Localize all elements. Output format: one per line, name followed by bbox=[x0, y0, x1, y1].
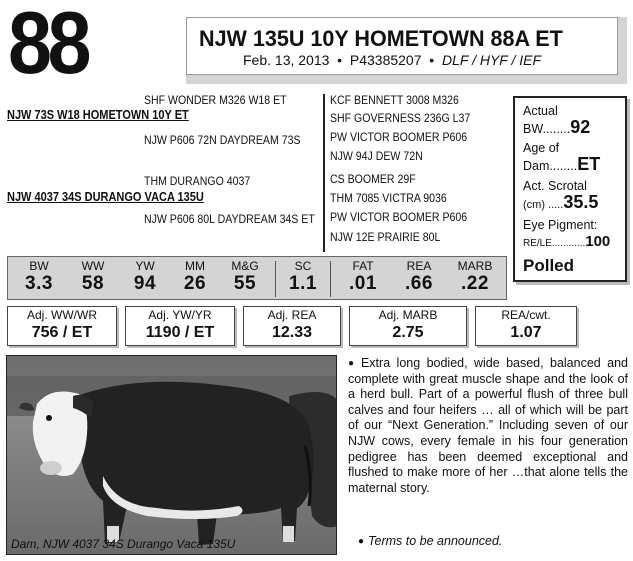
lot-number-digits: 88 bbox=[8, 0, 88, 92]
photo-caption: Dam, NJW 4037 34S Durango Vaca 135U bbox=[11, 537, 236, 551]
epd-mg bbox=[218, 259, 272, 295]
bullet-sep-2: • bbox=[425, 52, 442, 68]
performance-box bbox=[513, 96, 627, 282]
pedigree-divider bbox=[323, 94, 325, 252]
adj-rea bbox=[243, 306, 341, 346]
scrotal-label-2: (cm) ..... bbox=[523, 199, 564, 211]
adj-marb-value: 2.75 bbox=[392, 324, 424, 341]
epd-ww-label: WW bbox=[81, 259, 105, 273]
scrotal-label: Act. Scrotal bbox=[523, 179, 587, 193]
pedigree-dam: NJW 4037 34S DURANGO VACA 135U bbox=[7, 190, 204, 204]
epd-rea-value: .66 bbox=[405, 273, 433, 294]
epd-marb-value: .22 bbox=[461, 273, 489, 294]
eye-pigment-label: Eye Pigment: bbox=[523, 218, 598, 232]
epd-bw-value: 3.3 bbox=[25, 273, 53, 294]
adj-ww-label: Adj. WW/WR bbox=[27, 308, 97, 322]
epd-bw-label: BW bbox=[29, 259, 49, 273]
epd-divider-2 bbox=[330, 261, 331, 297]
adj-marb-label: Adj. MARB bbox=[378, 308, 438, 322]
epd-sc bbox=[276, 259, 330, 295]
epd-fat-label: FAT bbox=[352, 259, 374, 273]
adj-rea-cwt bbox=[475, 306, 577, 346]
bullet-icon: ● bbox=[358, 536, 365, 547]
adjusted-row bbox=[7, 306, 627, 348]
epd-fat bbox=[336, 259, 390, 295]
adj-yw-label: Adj. YW/YR bbox=[148, 308, 212, 322]
description bbox=[348, 356, 628, 496]
adj-ww bbox=[7, 306, 117, 346]
adj-rea-cwt-value: 1.07 bbox=[510, 324, 542, 341]
bull-name: NJW 135U 10Y HOMETOWN 88A ET bbox=[199, 26, 563, 51]
adj-ww-value: 756 / ET bbox=[31, 324, 93, 341]
epd-rea-label: REA bbox=[406, 259, 432, 273]
epd-yw-label: YW bbox=[135, 259, 155, 273]
adj-yw-value: 1190 / ET bbox=[145, 324, 215, 341]
pedigree-ss-dam: SHF GOVERNESS 236G L37 bbox=[330, 111, 471, 125]
pedigree-sd-dam: NJW 94J DEW 72N bbox=[330, 149, 423, 163]
header-inner bbox=[186, 17, 618, 75]
pedigree-sire-dam: NJW P606 72N DAYDREAM 73S bbox=[144, 133, 301, 147]
epd-mg-value: 55 bbox=[233, 273, 257, 294]
epd-sc-label: SC bbox=[294, 259, 312, 273]
pedigree-sire: NJW 73S W18 HOMETOWN 10Y ET bbox=[7, 108, 189, 122]
epd-marb bbox=[446, 259, 504, 295]
registration-number: P43385207 bbox=[349, 52, 422, 68]
description-text: Extra long bodied, wide based, balanced and complete with great muscle shape and the look of a herd bull. Part of a powerful flush of three bull calves and four heifers … all of which will be part of our “Next Generation.” Including seven of our NJW cows, every female in his four generation pedigree has been deemed exceptional and flushed to make more of her …that alone tells the maternal story. bbox=[348, 356, 628, 495]
age-of-dam-value: ET bbox=[577, 154, 601, 174]
epd-mg-label: M&G bbox=[231, 259, 259, 273]
bullet-sep-1: • bbox=[333, 52, 350, 68]
eye-pigment-row bbox=[523, 233, 610, 250]
header-panel bbox=[186, 17, 627, 84]
adj-rea-label: Adj. REA bbox=[267, 308, 317, 322]
dam-photo bbox=[6, 355, 337, 555]
pedigree-dam-sire: THM DURANGO 4037 bbox=[144, 174, 251, 188]
genetic-status: DLF / HYF / IEF bbox=[441, 52, 542, 68]
pedigree-dam-dam: NJW P606 80L DAYDREAM 34S ET bbox=[144, 212, 315, 226]
age-of-dam-label: Age of bbox=[523, 141, 560, 155]
epd-yw-value: 94 bbox=[133, 273, 157, 294]
epd-mm-value: 26 bbox=[183, 273, 207, 294]
actual-bw-label: Actual bbox=[523, 104, 558, 118]
pedigree-sire-sire: SHF WONDER M326 W18 ET bbox=[144, 93, 287, 107]
eye-pigment-value: 100 bbox=[585, 233, 611, 250]
adj-rea-value: 12.33 bbox=[271, 324, 313, 341]
epd-ww-value: 58 bbox=[81, 273, 105, 294]
actual-bw-row bbox=[523, 117, 590, 138]
epd-marb-label: MARB bbox=[457, 259, 493, 273]
epd-mm-label: MM bbox=[185, 259, 205, 273]
epd-rea bbox=[392, 259, 446, 295]
pedigree-ss-sire: KCF BENNETT 3008 M326 bbox=[330, 93, 459, 107]
polled-status: Polled bbox=[523, 256, 575, 275]
age-of-dam-row bbox=[523, 154, 600, 175]
pedigree-dd-sire: PW VICTOR BOOMER P606 bbox=[330, 210, 468, 224]
pedigree-ds-sire: CS BOOMER 29F bbox=[330, 172, 416, 186]
scrotal-value: 35.5 bbox=[563, 192, 599, 212]
epd-panel bbox=[7, 256, 507, 300]
adj-yw bbox=[125, 306, 235, 346]
lot-number bbox=[8, 0, 96, 92]
epd-yw bbox=[120, 259, 170, 295]
epd-ww bbox=[68, 259, 118, 295]
pedigree-ds-dam: THM 7085 VICTRA 9036 bbox=[330, 191, 447, 205]
terms-note bbox=[358, 534, 502, 548]
terms-text: Terms to be announced. bbox=[368, 534, 503, 548]
epd-bw bbox=[14, 259, 64, 295]
pedigree-sd-sire: PW VICTOR BOOMER P606 bbox=[330, 130, 468, 144]
adj-rea-cwt-label: REA/cwt. bbox=[501, 308, 551, 322]
birth-date: Feb. 13, 2013 bbox=[243, 52, 330, 68]
epd-fat-value: .01 bbox=[349, 273, 377, 294]
epd-mm bbox=[170, 259, 220, 295]
actual-bw-value: 92 bbox=[570, 117, 591, 137]
pedigree-dd-dam: NJW 12E PRAIRIE 80L bbox=[330, 230, 441, 244]
scrotal-row bbox=[523, 192, 598, 213]
bullet-icon: ● bbox=[348, 358, 357, 369]
eye-pigment-label-2: RE/LE............ bbox=[523, 238, 586, 249]
bull-meta bbox=[243, 52, 541, 68]
dam-photo-image bbox=[7, 356, 337, 555]
actual-bw-label-2: BW........ bbox=[523, 122, 571, 136]
epd-sc-value: 1.1 bbox=[289, 273, 317, 294]
age-of-dam-label-2: Dam........ bbox=[523, 159, 578, 173]
adj-marb bbox=[349, 306, 467, 346]
